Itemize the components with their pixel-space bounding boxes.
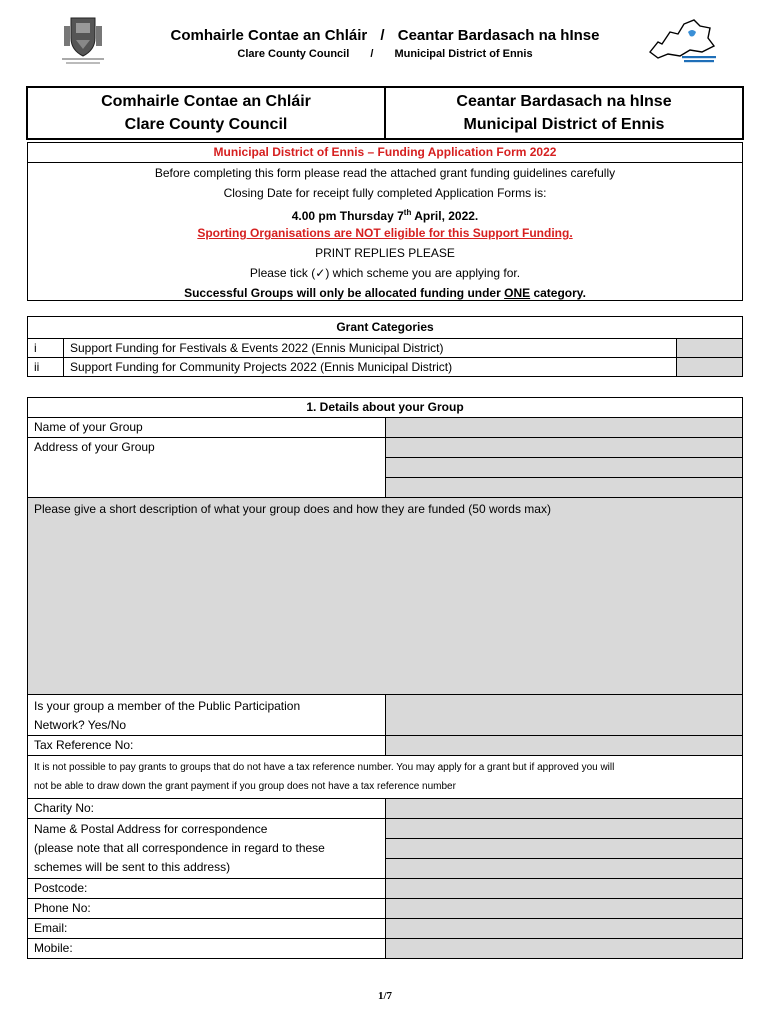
print-note: PRINT REPLIES PLEASE xyxy=(315,246,455,260)
grant-row xyxy=(28,358,743,377)
grant-row xyxy=(28,339,743,358)
tick-note: Please tick (✓) which scheme you are applying for. xyxy=(249,266,521,280)
ppn-label-line1: Is your group a member of the Public Participation xyxy=(34,699,301,713)
grant-categories-header: Grant Categories xyxy=(28,317,743,339)
mobile-field[interactable] xyxy=(385,939,742,959)
sporting-warning: Sporting Organisations are NOT eligible for this Support Funding. xyxy=(197,226,573,240)
header-irish-district: Ceantar Bardasach na hInse xyxy=(397,27,600,44)
grant-row-label: Support Funding for Festivals & Events 2022 (Ennis Municipal District) xyxy=(63,339,676,358)
council-box-right xyxy=(384,88,742,138)
header-english-district: Municipal District of Ennis xyxy=(394,48,533,60)
correspondence-field-1[interactable] xyxy=(385,819,742,839)
tax-reference-label: Tax Reference No: xyxy=(28,736,386,756)
group-address-field-3[interactable] xyxy=(385,478,742,498)
council-box-left-line1: Comhairle Contae an Chláir xyxy=(101,93,311,110)
ppn-field[interactable] xyxy=(385,695,742,736)
correspondence-field-2[interactable] xyxy=(385,839,742,859)
grant-row-number: i xyxy=(28,339,64,358)
council-box-right-line2: Municipal District of Ennis xyxy=(463,116,665,133)
tax-reference-field[interactable] xyxy=(385,736,742,756)
header-irish-name: Comhairle Contae an Chláir xyxy=(170,27,368,44)
group-address-field-2[interactable] xyxy=(385,458,742,478)
group-details-table xyxy=(27,397,743,959)
closing-date-label: Closing Date for receipt fully completed Application Forms is: xyxy=(223,186,547,200)
closing-date: 4.00 pm Thursday 7th April, 2022. xyxy=(291,208,479,223)
phone-field[interactable] xyxy=(385,899,742,919)
postcode-label: Postcode: xyxy=(28,879,386,899)
grant-tick-box-festivals[interactable] xyxy=(677,339,743,358)
ppn-label xyxy=(28,695,386,736)
correspondence-label-line1: Name & Postal Address for correspondence xyxy=(34,822,268,836)
grant-categories-table xyxy=(27,316,743,377)
form-info-box xyxy=(27,142,743,301)
correspondence-label-line2: (please note that all correspondence in regard to these xyxy=(34,841,325,855)
email-label: Email: xyxy=(28,919,386,939)
tax-note-line2: not be able to draw down the grant payment if you group does not have a tax reference number xyxy=(34,781,456,792)
grant-row-number: ii xyxy=(28,358,64,377)
correspondence-label xyxy=(28,819,386,879)
postcode-field[interactable] xyxy=(385,879,742,899)
group-address-label: Address of your Group xyxy=(28,438,386,498)
form-title: Municipal District of Ennis – Funding Application Form 2022 xyxy=(213,145,557,159)
one-category-note: Successful Groups will only be allocated funding under ONE category. xyxy=(184,286,586,300)
council-box-left xyxy=(28,88,384,138)
grant-tick-box-community[interactable] xyxy=(677,358,743,377)
ppn-label-line2: Network? Yes/No xyxy=(34,718,127,732)
group-name-label: Name of your Group xyxy=(28,418,386,438)
header-separator-2: / xyxy=(370,48,374,60)
details-section-header: 1. Details about your Group xyxy=(28,398,743,418)
council-title-box xyxy=(26,86,744,140)
group-name-field[interactable] xyxy=(385,418,742,438)
header-separator: / xyxy=(380,27,385,44)
group-description-field[interactable] xyxy=(28,498,743,695)
tax-note-line1: It is not possible to pay grants to groups that do not have a tax reference number. You may apply for a grant but if approved you will xyxy=(34,762,615,773)
council-box-right-line1: Ceantar Bardasach na hInse xyxy=(456,93,672,110)
phone-label: Phone No: xyxy=(28,899,386,919)
correspondence-label-line3: schemes will be sent to this address) xyxy=(34,860,231,874)
header-line-irish xyxy=(0,27,770,44)
tax-reference-note xyxy=(28,756,743,799)
charity-number-label: Charity No: xyxy=(28,799,386,819)
guidelines-note: Before completing this form please read the attached grant funding guidelines carefully xyxy=(154,166,616,180)
page-number: 1/7 xyxy=(377,990,393,1002)
council-box-left-line2: Clare County Council xyxy=(124,116,288,133)
correspondence-field-3[interactable] xyxy=(385,859,742,879)
email-field[interactable] xyxy=(385,919,742,939)
group-address-field-1[interactable] xyxy=(385,438,742,458)
group-description-label: Please give a short description of what your group does and how they are funded (50 words max) xyxy=(34,502,551,516)
header-line-english xyxy=(0,48,770,60)
header-english-name: Clare County Council xyxy=(237,48,350,60)
mobile-label: Mobile: xyxy=(28,939,386,959)
charity-number-field[interactable] xyxy=(385,799,742,819)
grant-row-label: Support Funding for Community Projects 2022 (Ennis Municipal District) xyxy=(63,358,676,377)
